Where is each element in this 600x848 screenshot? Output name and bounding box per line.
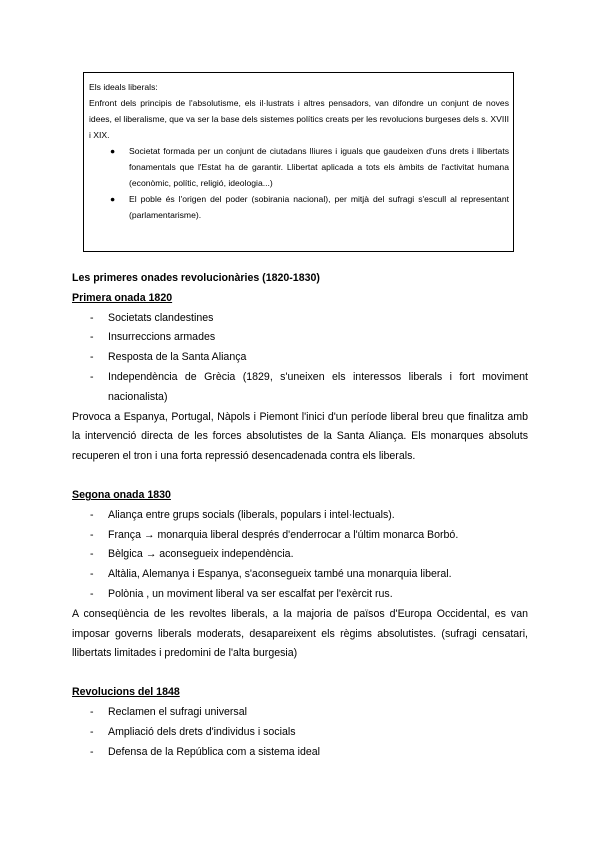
wave2-title: Segona onada 1830 [72,488,171,501]
list-item [72,309,528,329]
list-item-text: Societat formada per un conjunt de ciutadans lliures i iguals que gaudeixen d'uns drets i llibertats fonamentals que l'Estat ha de garantir. Llibertat aplicada a tots els àmbits de l'activitat humana (econòmic, polític, religió, ideologia...) [129,146,509,188]
dash-icon: - [90,508,94,521]
rev1848-list [72,703,528,762]
list-item-text: Independència de Grècia (1829, s'uneixen els interessos liberals i fort moviment nacionalista) [108,370,528,403]
box-intro: Enfront dels principis de l'absolutisme, els il·lustrats i altres pensadors, van difondre un conjunt de noves idees, el liberalisme, que va ser la base dels sistemes polítics creats per les revolucions burgeses dels s. XVIII i XIX. [89,98,509,140]
box-title: Els ideals liberals: [89,82,158,92]
list-item [89,143,509,191]
list-item-text: Polònia , un moviment liberal va ser escalfat per l'exèrcit rus. [108,587,393,600]
wave2-list [72,506,528,605]
dash-icon: - [90,568,94,581]
dash-icon: - [90,705,94,718]
bullet-icon: ● [110,194,116,204]
main-content [72,269,528,762]
box-bullet-list [89,143,509,223]
list-item-text: Resposta de la Santa Aliança [108,351,247,364]
list-item-text: Altàlia, Alemanya i Espanya, s'aconsegueix també una monarquia liberal. [108,568,452,581]
list-item [72,526,528,546]
list-item [72,743,528,763]
wave2-paragraph: A conseqüència de les revoltes liberals, a la majoria de països d'Europa Occidental, es van imposar governs liberals moderats, desapareixent els règims absolutistes. (sufragi censatari, llibertats limitades i predomini de l'alta burgesia) [72,607,528,660]
list-item-text: Aliança entre grups socials (liberals, populars i intel·lectuals). [108,508,395,521]
list-item-text: Insurreccions armades [108,331,216,344]
list-item-text: Ampliació dels drets d'individus i socials [108,725,296,738]
wave1-title: Primera onada 1820 [72,291,173,304]
dash-icon: - [90,548,94,561]
list-item [72,348,528,368]
wave1-paragraph: Provoca a Espanya, Portugal, Nàpols i Piemont l'inici d'un període liberal breu que finalitza amb la intervenció directa de les forces absolutistes de la Santa Aliança. Els monarques absoluts recuperen el tron i una forta repressió desencadenada contra els liberals. [72,410,528,463]
dash-icon: - [90,331,94,344]
list-item [72,545,528,565]
list-item-text: Reclamen el sufragi universal [108,705,247,718]
list-item [89,191,509,223]
liberal-ideals-box [83,72,514,252]
list-item [72,723,528,743]
list-item-text: El poble és l'origen del poder (sobirania nacional), per mitjà del sufragi s'escull al representant (parlamentarisme). [129,194,509,220]
dash-icon: - [90,311,94,324]
bullet-icon: ● [110,146,116,156]
section-title: Les primeres onades revolucionàries (1820-1830) [72,272,320,284]
list-item-text: França → monarquia liberal després d'enderrocar a l'últim monarca Borbó. [108,528,459,541]
dash-icon: - [90,587,94,600]
dash-icon: - [90,725,94,738]
dash-icon: - [90,745,94,758]
list-item-text: Bèlgica → aconsegueix independència. [108,548,294,561]
list-item [72,703,528,723]
dash-icon: - [90,370,94,383]
list-item-text: Defensa de la República com a sistema ideal [108,745,320,758]
dash-icon: - [90,351,94,364]
dash-icon: - [90,528,94,541]
list-item [72,506,528,526]
list-item [72,368,528,408]
list-item [72,585,528,605]
wave1-list [72,309,528,408]
rev1848-title: Revolucions del 1848 [72,686,180,699]
list-item-text: Societats clandestines [108,311,214,324]
list-item [72,565,528,585]
list-item [72,328,528,348]
